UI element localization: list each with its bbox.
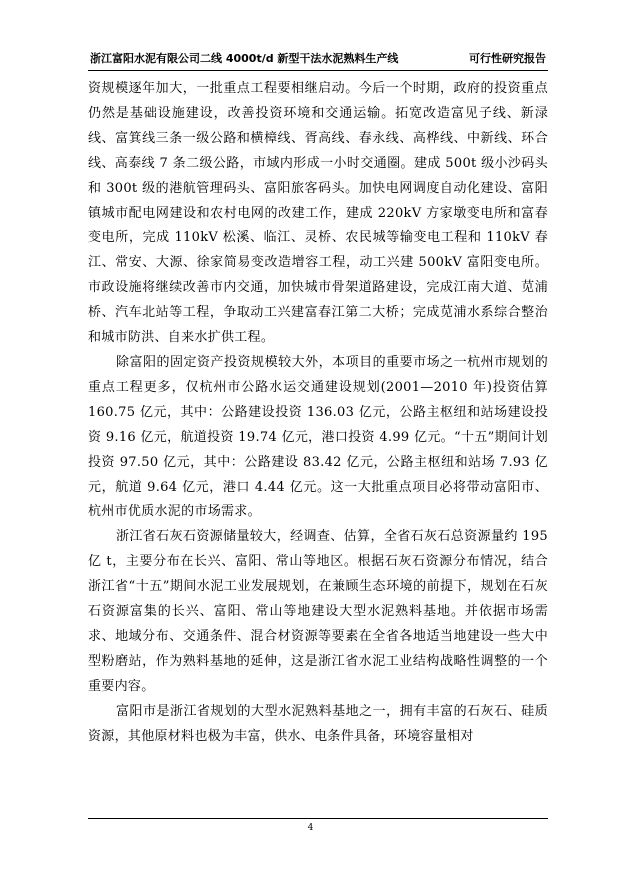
paragraph-fuyang-base: 富阳市是浙江省规划的大型水泥熟料基地之一，拥有丰富的石灰石、硅质资源，其他原材料也极为丰富，供水、电条件具备，环境容量相对 (88, 703, 548, 744)
paragraph-infrastructure-investment: 资规模逐年加大，一批重点工程要相继启动。今后一个时期，政府的投资重点仍然是基础设施建设，改善投资环境和交通运输。拓宽改造富见子线、新渌线、富箕线三条一级公路和横樟线、胥高线、春永线、高桦线、中新线、环合线、高泰线 7 条二级公路，市域内形成一小时交通圈。建成 500t 级小沙码头和 300t 级的港航管理码头、富阳旅客码头。加快电网调度自动化建设、富阳镇城市配电网建设和农村电网的改建工作，建成 220kV 方家墩变电所和富春变电所，完成 110kV 松溪、临江、灵桥、农民城等输变电工程和 110kV 春江、常安、大源、徐家简易变改造增容工程，动工兴建 500kV 富阳变电所。市政设施将继续改善市内交通，加快城市骨架道路建设，完成江南大道、苋浦桥、汽车北站等工程，争取动工兴建富春江第二大桥；完成苋浦水系综合整治和城市防洪、自来水扩供工程。 (88, 81, 548, 346)
body-text (88, 77, 548, 749)
paragraph-limestone-resources: 浙江省石灰石资源储量较大，经调查、估算，全省石灰石总资源量约 195 亿 t，主要分布在长兴、富阳、常山等地区。根据石灰石资源分布情况，结合浙江省“十五”期间水泥工业发展规划，在兼顾生态环境的前提下，规划在石灰石资源富集的长兴、富阳、常山等地建设大型水泥熟料基地。并依据市场需求、地域分布、交通条件、混合材资源等要素在全省各地适当地建设一些大中型粉磨站，作为熟料基地的延伸，这是浙江省水泥工业结构战略性调整的一个重要内容。 (88, 529, 548, 694)
header-document-title: 浙江富阳水泥有限公司二线 4000t/d 新型干法水泥熟料生产线 (90, 52, 399, 65)
page-number: 4 (307, 823, 314, 833)
footer-divider (88, 818, 548, 819)
page-header (88, 50, 548, 71)
paragraph-hangzhou-market: 除富阳的固定资产投资规模较大外，本项目的重要市场之一杭州市规划的重点工程更多，仅杭州市公路水运交通建设规划(2001—2010 年)投资估算 160.75 亿元，其中：公路建设投资 136.03 亿元，公路主枢纽和站场建设投资 9.16 亿元，航道投资 19.74 亿元，港口投资 4.99 亿元。“十五”期间计划投资 97.50 亿元，其中：公路建设 83.42 亿元，公路主枢纽和站场 7.93 亿元，航道 9.64 亿元，港口 4.44 亿元。这一大批重点项目必将带动富阳市、杭州市优质水泥的市场需求。 (88, 354, 549, 520)
header-report-type: 可行性研究报告 (469, 52, 546, 65)
